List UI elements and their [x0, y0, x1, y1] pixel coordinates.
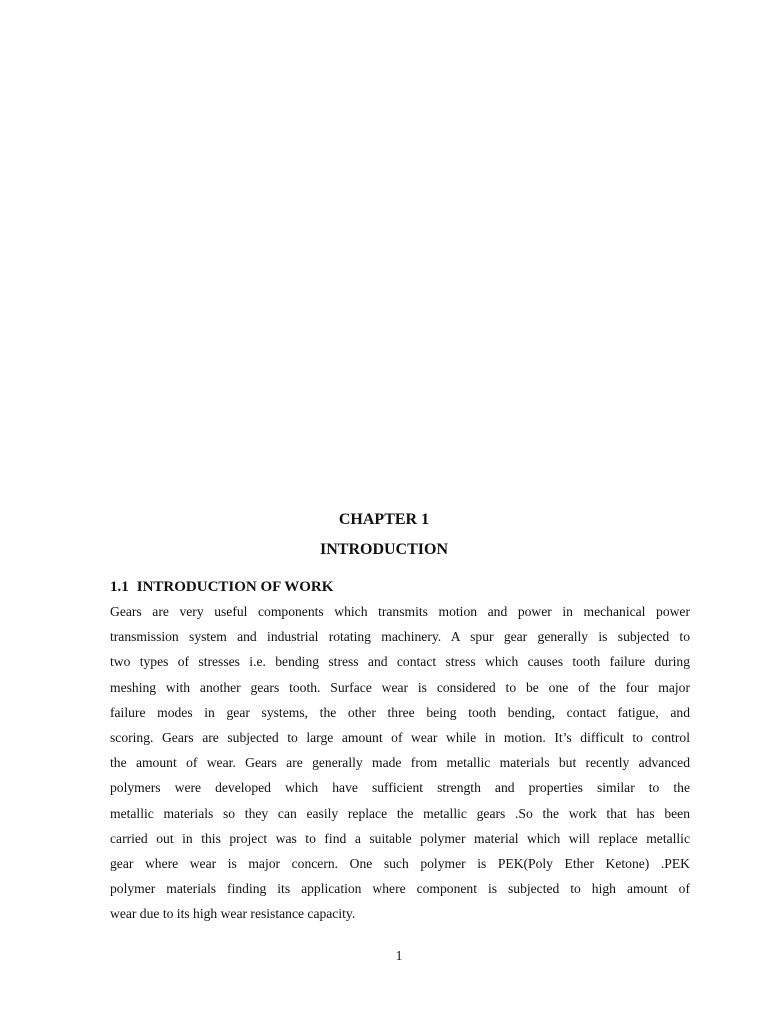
paragraph-line: the amount of wear. Gears are generally made from metallic materials but recently advanced	[110, 755, 690, 771]
paragraph-line: failure modes in gear systems, the other three being tooth bending, contact fatigue, and	[110, 704, 690, 720]
paragraph-line: metallic materials so they can easily replace the metallic gears .So the work that has been	[110, 805, 690, 821]
chapter-title: INTRODUCTION	[319, 541, 448, 558]
paragraph-line: two types of stresses i.e. bending stress and contact stress which causes tooth failure during	[110, 654, 690, 670]
paragraph-line: wear due to its high wear resistance capacity.	[110, 906, 356, 922]
paragraph-line: polymer materials finding its application where component is subjected to high amount of	[110, 881, 690, 897]
paragraph-line: meshing with another gears tooth. Surface wear is considered to be one of the four major	[110, 679, 690, 695]
section-number: 1.1	[110, 579, 129, 595]
paragraph-line: polymers were developed which have sufficient strength and properties similar to the	[110, 780, 690, 796]
body-paragraph	[110, 599, 690, 926]
paragraph-line: scoring. Gears are subjected to large amount of wear while in motion. It’s difficult to control	[110, 729, 690, 745]
section-heading	[110, 576, 333, 598]
page-number: 1	[395, 948, 403, 963]
paragraph-line: gear where wear is major concern. One such polymer is PEK(Poly Ether Ketone) .PEK	[110, 855, 690, 871]
paragraph-line: carried out in this project was to find a suitable polymer material which will replace metallic	[110, 830, 690, 846]
section-heading-text: INTRODUCTION OF WORK	[136, 579, 334, 595]
paragraph-line: Gears are very useful components which transmits motion and power in mechanical power	[110, 604, 690, 619]
chapter-number-label: CHAPTER 1	[338, 511, 430, 528]
paragraph-line: transmission system and industrial rotating machinery. A spur gear generally is subjected to	[110, 629, 690, 645]
